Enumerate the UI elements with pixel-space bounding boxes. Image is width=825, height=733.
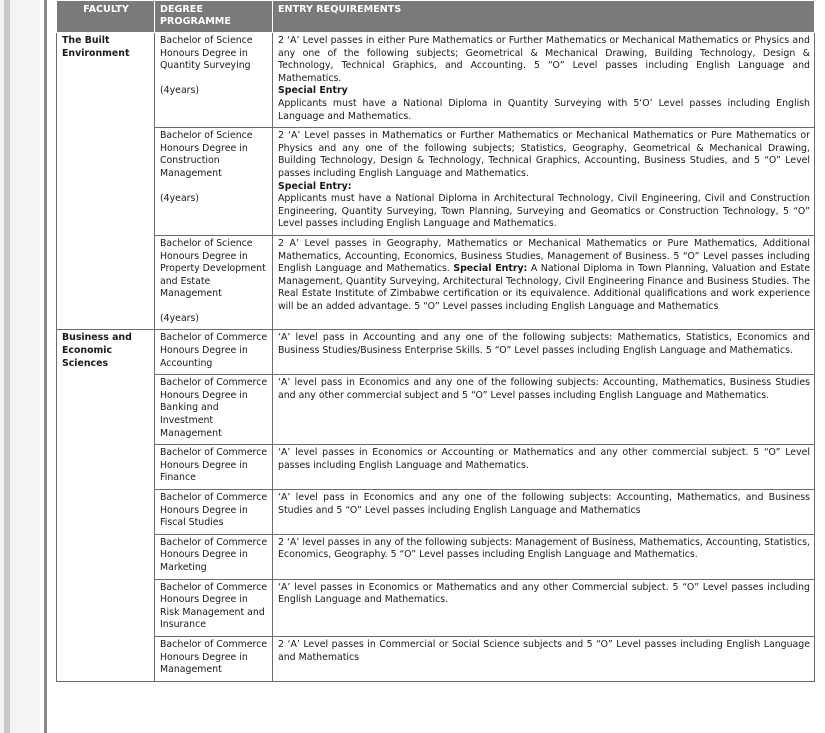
requirements-text: ‘A’ level pass in Accounting and any one of the following subjects: Mathematics, Statistics, Economics and Business Studies/Business Enterprise Skills. 5 “O” Level passes including English Language and Mathematics. [278, 332, 810, 357]
degree-cell [155, 490, 273, 535]
special-entry-label: Special Entry [278, 85, 348, 97]
degree-name: Bachelor of Science Honours Degree in Property Development and Estate Management [160, 237, 266, 300]
degree-cell [155, 579, 273, 636]
requirements-text: 2 ‘A’ Level passes in Mathematics or Further Mathematics or Mechanical Mathematics or Pure Mathematics or Physics and any one of the following subjects; Statistics, Geography, Geometrical & Mechanical Drawing, Building Technology, Design & Technology, Technical Graphics, Accounting, Business Studies, and 5 “O” Level passes including English Language and Mathematics. [278, 130, 810, 179]
degree-cell [155, 445, 273, 490]
faculty-cell: Business and Economic Sciences [57, 330, 155, 681]
header-entry-requirements: ENTRY REQUIREMENTS [273, 1, 815, 33]
header-degree-line1: DEGREE [160, 4, 203, 15]
requirements-cell [273, 445, 815, 490]
degree-cell [155, 235, 273, 330]
faculty-cell: The Built Environment [57, 33, 155, 330]
requirements-text: ‘A’ level pass in Economics and any one of the following subjects: Accounting, Mathematics, Business Studies and any other commercial subject and 5 “O” Level passes including English Language and Mathematics. [278, 377, 810, 401]
table-row [57, 235, 815, 330]
requirements-text: 2 ‘A’ level passes in any of the following subjects: Management of Business, Mathematics, Accounting, Statistics, Economics, Geography. 5 “O” Level passes including English Language and Mathematics. [278, 536, 810, 561]
table-row [57, 579, 815, 636]
requirements-cell [273, 636, 815, 681]
degree-name: Bachelor of Science Honours Degree in Construction Management [160, 130, 253, 179]
degree-duration: (4years) [160, 312, 200, 324]
special-entry-text: Applicants must have a National Diploma in Quantity Surveying with 5‘O’ Level passes including English Language and Mathematics. [278, 97, 810, 122]
table-row [57, 445, 815, 490]
requirements-text: 2 ‘A’ Level passes in either Pure Mathematics or Further Mathematics or Mechanical Mathematics or Physics and any one of the following subjects; Geometrical & Mechanical Drawing, Building Technology, Design & Technology, Technical Graphics, and Accounting. 5 “O” Level passes including English Language and Mathematics. [278, 35, 810, 84]
page-edge-divider [44, 0, 47, 733]
table-header-row [57, 1, 815, 33]
requirements-cell [273, 33, 815, 128]
degree-name: Bachelor of Commerce Honours Degree in Fiscal Studies [160, 492, 268, 529]
table-row [57, 636, 815, 681]
degree-cell [155, 636, 273, 681]
document-page [56, 0, 814, 682]
degree-name: Bachelor of Science Honours Degree in Quantity Surveying [160, 35, 253, 72]
table-row [57, 534, 815, 579]
requirements-cell [273, 579, 815, 636]
degree-cell [155, 33, 273, 128]
requirements-text: ‘A’ level passes in Economics or Mathematics and any other Commercial subject. 5 “O” Level passes including English Language and Mathematics. [278, 581, 810, 606]
special-entry-text: A National Diploma in Town Planning, Valuation and Estate Management, Quantity Surveying, Architectural Technology, Civil Engineering Finance and Business Studies. The Real Estate Institute of Zimbabwe certification or its equivalence. Additional qualifications and work experience will be an added advantage. 5 “O” Level passes including English Language and Mathematics [278, 263, 811, 312]
degree-duration: (4years) [160, 84, 200, 96]
requirements-cell [273, 128, 815, 236]
page-gutter [0, 0, 40, 733]
requirements-text: ‘A’ level pass in Economics and any one of the following subjects: Accounting, Mathematics, and Business Studies and 5 “O” Level passes including English Language and Mathematics [278, 492, 810, 516]
degree-duration: (4years) [160, 192, 200, 204]
requirements-text: 2 ‘A’ Level passes in Commercial or Social Science subjects and 5 “O” Level passes including English Language and Mathematics [278, 638, 810, 663]
table-row [57, 490, 815, 535]
requirements-cell [273, 330, 815, 375]
requirements-text: ‘A’ level passes in Economics or Accounting or Mathematics and any other commercial subject. 5 “O” Level passes including English Language and Mathematics. [278, 447, 810, 471]
table-row [57, 330, 815, 375]
degree-name: Bachelor of Commerce Honours Degree in Management [160, 638, 268, 676]
degree-cell [155, 128, 273, 236]
header-degree-line2: PROGRAMME [160, 15, 231, 27]
special-entry-text: Applicants must have a National Diploma in Architectural Technology, Civil Engineering, Civil and Construction Engineering, Quantity Surveying, Town Planning, Surveying and Geomatics or Construction Technology, 5 “O” Level passes including English Language and Mathematics. [278, 193, 810, 230]
table-row [57, 128, 815, 236]
entry-requirements-table [56, 0, 815, 682]
special-entry-label: Special Entry: [278, 180, 352, 192]
degree-name: Bachelor of Commerce Honours Degree in Banking and Investment Management [160, 377, 268, 439]
degree-name: Bachelor of Commerce Honours Degree in Finance [160, 447, 268, 484]
header-faculty: FACULTY [57, 1, 155, 33]
header-degree-programme [155, 1, 273, 33]
table-row [57, 375, 815, 445]
requirements-cell [273, 490, 815, 535]
degree-name: Bachelor of Commerce Honours Degree in Marketing [160, 536, 268, 573]
degree-cell [155, 534, 273, 579]
degree-cell [155, 330, 273, 375]
requirements-cell [273, 375, 815, 445]
table-row [57, 33, 815, 128]
requirements-text: 2 A’ Level passes in Geography, Mathematics or Mechanical Mathematics or Pure Mathematics, Additional Mathematics, Accounting, Economics, Business Studies, Management of Business. 5 “O” Level passes including English Language and Mathematics. [278, 237, 810, 275]
requirements-cell [273, 534, 815, 579]
degree-name: Bachelor of Commerce Honours Degree in Risk Management and Insurance [160, 581, 268, 631]
requirements-cell [273, 235, 815, 330]
degree-name: Bachelor of Commerce Honours Degree in Accounting [160, 332, 268, 369]
degree-cell [155, 375, 273, 445]
special-entry-label: Special Entry: [453, 263, 528, 275]
gutter-shadow [4, 0, 10, 733]
